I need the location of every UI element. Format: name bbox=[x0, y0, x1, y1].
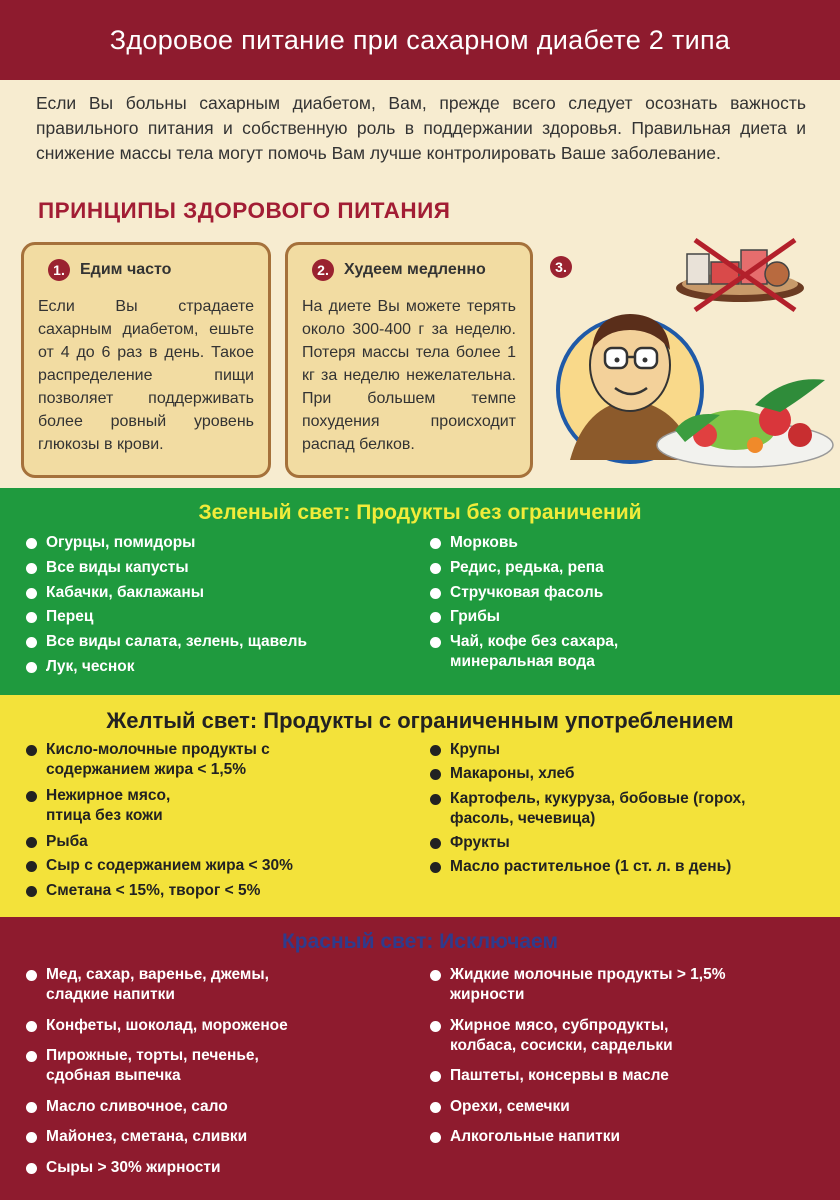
page-header bbox=[0, 0, 840, 80]
list-item: Жидкие молочные продукты > 1,5% жирности bbox=[428, 965, 730, 1005]
card-number-badge: 2. bbox=[312, 259, 334, 281]
list-item: Кабачки, баклажаны bbox=[24, 583, 414, 603]
card-title: Худеем медленно bbox=[344, 261, 486, 278]
list-item: Жирное мясо, субпродукты, колбаса, сосиски, сардельки bbox=[428, 1016, 730, 1056]
red-light-title: Красный свет: Исключаем bbox=[281, 930, 558, 953]
list-item: Все виды капусты bbox=[24, 558, 414, 578]
list-item: Нежирное мясо, птица без кожи bbox=[24, 786, 206, 826]
list-item: Алкогольные напитки bbox=[428, 1127, 818, 1147]
crossed-out-food-icon bbox=[676, 240, 804, 310]
list-item: Макароны, хлеб bbox=[428, 764, 828, 784]
card-text: На диете Вы можете терять около 300-400 г за неделю. Потеря массы тела более 1 кг за неделю нежелательна. При большем темпе похудения происходит распад белков. bbox=[302, 298, 516, 453]
list-item: Чай, кофе без сахара, минеральная вода bbox=[428, 632, 660, 672]
list-item: Сыр с содержанием жира < 30% bbox=[24, 856, 414, 876]
list-item: Фрукты bbox=[428, 833, 828, 853]
list-item: Перец bbox=[24, 607, 414, 627]
list-item: Масло растительное (1 ст. л. в день) bbox=[428, 857, 828, 877]
list-item: Морковь bbox=[428, 533, 818, 553]
list-item: Сметана < 15%, творог < 5% bbox=[24, 881, 414, 901]
list-item: Орехи, семечки bbox=[428, 1097, 818, 1117]
red-light-section bbox=[0, 917, 840, 1200]
list-item: Кисло-молочные продукты с содержанием жира < 1,5% bbox=[24, 740, 306, 780]
intro-text: Если Вы больны сахарным диабетом, Вам, прежде всего следует осознать важность правильного питания и собственную роль в поддержании здоровья. Правильная диета и снижение массы тела могут помочь Вам лучше контролировать Ваше заболевание. bbox=[36, 93, 806, 163]
list-item: Конфеты, шоколад, мороженое bbox=[24, 1016, 414, 1036]
red-right-list bbox=[428, 965, 818, 1158]
red-left-list bbox=[24, 965, 414, 1188]
list-item: Масло сливочное, сало bbox=[24, 1097, 414, 1117]
list-item: Стручковая фасоль bbox=[428, 583, 818, 603]
list-item: Огурцы, помидоры bbox=[24, 533, 414, 553]
page-title: Здоровое питание при сахарном диабете 2 типа bbox=[109, 24, 731, 55]
list-item: Майонез, сметана, сливки bbox=[24, 1127, 414, 1147]
intro-section bbox=[0, 80, 840, 488]
principle-card-lose-slowly bbox=[285, 242, 533, 478]
list-item: Грибы bbox=[428, 607, 818, 627]
principle-number-badge-3: 3. bbox=[550, 256, 572, 278]
list-item: Все виды салата, зелень, щавель bbox=[24, 632, 414, 652]
list-item: Рыба bbox=[24, 832, 414, 852]
list-item: Крупы bbox=[428, 740, 828, 760]
green-light-title: Зеленый свет: Продукты без ограничений bbox=[198, 501, 642, 524]
yellow-left-list bbox=[24, 740, 414, 905]
green-right-list bbox=[428, 533, 818, 677]
list-item: Пирожные, торты, печенье, сдобная выпечка bbox=[24, 1046, 316, 1086]
man-with-glasses-illustration bbox=[555, 230, 840, 488]
green-left-list bbox=[24, 533, 414, 682]
principle-card-eat-often bbox=[21, 242, 271, 478]
list-item: Лук, чеснок bbox=[24, 657, 414, 677]
green-light-section bbox=[0, 488, 840, 695]
list-item: Сыры > 30% жирности bbox=[24, 1158, 414, 1178]
list-item: Картофель, кукуруза, бобовые (горох, фасоль, чечевица) bbox=[428, 789, 750, 829]
yellow-light-section bbox=[0, 695, 840, 917]
card-text: Если Вы страдаете сахарным диабетом, ешьте от 4 до 6 раз в день. Такое распределение пищи позволяет поддерживать более ровный уровень глюкозы в крови. bbox=[38, 298, 254, 453]
principles-title: ПРИНЦИПЫ ЗДОРОВОГО ПИТАНИЯ bbox=[38, 198, 451, 223]
list-item: Редис, редька, репа bbox=[428, 558, 818, 578]
yellow-right-list bbox=[428, 740, 828, 881]
card-header bbox=[38, 257, 254, 283]
yellow-light-title: Желтый свет: Продукты с ограниченным употреблением bbox=[106, 708, 734, 733]
list-item: Паштеты, консервы в масле bbox=[428, 1066, 818, 1086]
card-header bbox=[302, 257, 516, 283]
list-item: Мед, сахар, варенье, джемы, сладкие напитки bbox=[24, 965, 326, 1005]
card-number-badge: 1. bbox=[48, 259, 70, 281]
card-title: Едим часто bbox=[80, 261, 172, 278]
